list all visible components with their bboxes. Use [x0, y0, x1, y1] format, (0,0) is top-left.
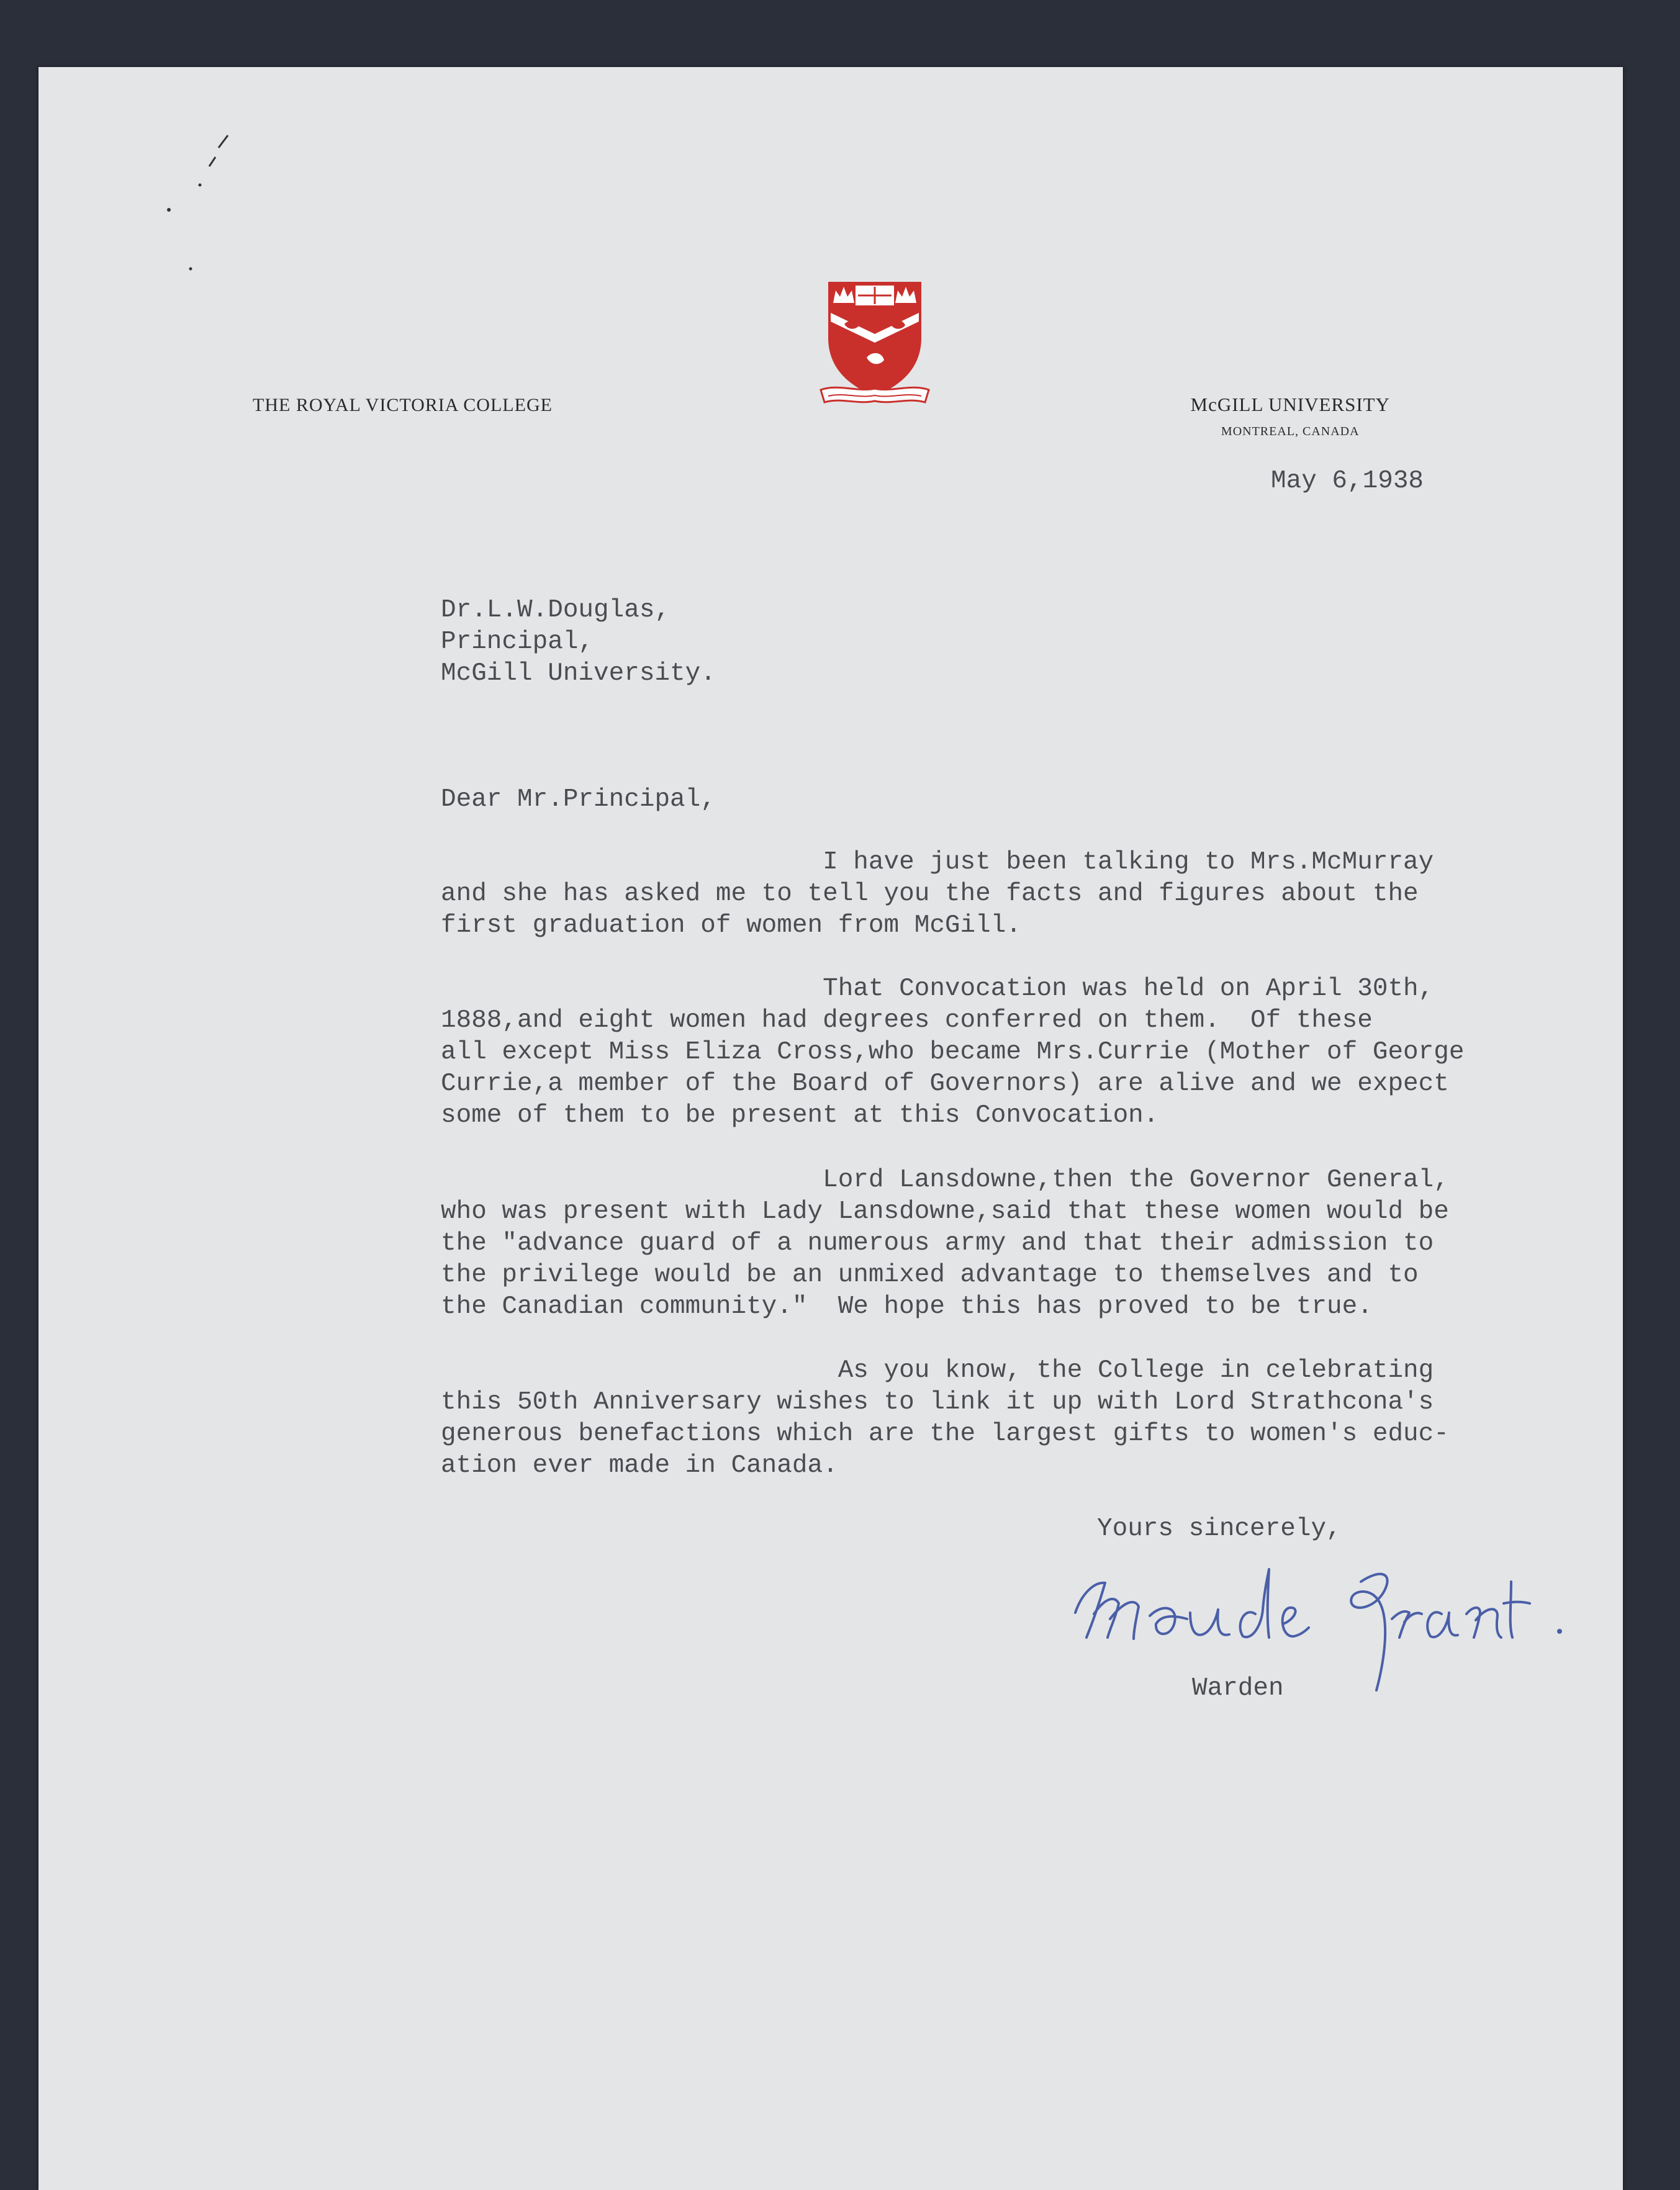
paragraph-line: Lord Lansdowne,then the Governor General, — [441, 1166, 1449, 1194]
paragraph-line: and she has asked me to tell you the facts and figures about the — [441, 880, 1419, 908]
paragraph-line: who was present with Lady Lansdowne,said that these women would be — [441, 1197, 1449, 1226]
paragraph-line: Currie,a member of the Board of Governors) are alive and we expect — [441, 1070, 1449, 1098]
body-paragraph — [441, 847, 1434, 942]
paragraph-line: the privilege would be an unmixed advantage to themselves and to — [441, 1261, 1419, 1289]
letterhead-university — [1191, 394, 1391, 439]
paragraph-line: That Convocation was held on April 30th, — [441, 975, 1434, 1003]
complimentary-close: Yours sincerely, — [1097, 1515, 1342, 1543]
paragraph-line: some of them to be present at this Convocation. — [441, 1101, 1159, 1130]
signatory-title: Warden — [1192, 1674, 1284, 1703]
body-paragraph — [441, 973, 1464, 1132]
paragraph-line: ation ever made in Canada. — [441, 1451, 838, 1480]
letterhead-university-name: McGILL UNIVERSITY — [1190, 394, 1390, 415]
recipient-position: Principal, — [441, 628, 594, 656]
letter-date: May 6,1938 — [1271, 467, 1424, 495]
handwritten-signature — [1069, 1544, 1597, 1693]
paragraph-line: all except Miss Eliza Cross,who became Mrs.Currie (Mother of George — [441, 1038, 1465, 1066]
mcgill-crest-logo — [820, 278, 930, 408]
recipient-institution: McGill University. — [441, 659, 716, 688]
letterhead-location: MONTREAL, CANADA — [1221, 425, 1360, 438]
salutation: Dear Mr.Principal, — [441, 785, 716, 814]
letterhead-college-name: THE ROYAL VICTORIA COLLEGE — [253, 395, 553, 415]
recipient-name: Dr.L.W.Douglas, — [441, 596, 671, 624]
letter-page — [38, 67, 1623, 2190]
paragraph-line: this 50th Anniversary wishes to link it up with Lord Strathcona's — [441, 1388, 1434, 1417]
paragraph-line: generous benefactions which are the largest gifts to women's educ- — [441, 1420, 1449, 1448]
paragraph-line: I have just been talking to Mrs.McMurray — [441, 848, 1434, 876]
paragraph-line: the "advance guard of a numerous army and that their admission to — [441, 1229, 1434, 1258]
body-paragraph — [441, 1165, 1449, 1323]
paragraph-line: 1888,and eight women had degrees conferred on them. Of these — [441, 1006, 1373, 1035]
margin-specks — [156, 129, 231, 291]
body-paragraph — [441, 1355, 1449, 1482]
paragraph-line: first graduation of women from McGill. — [441, 911, 1021, 940]
paragraph-line: As you know, the College in celebrating — [441, 1356, 1434, 1385]
recipient-address — [441, 595, 716, 690]
paragraph-line: the Canadian community." We hope this has proved to be true. — [441, 1292, 1373, 1321]
